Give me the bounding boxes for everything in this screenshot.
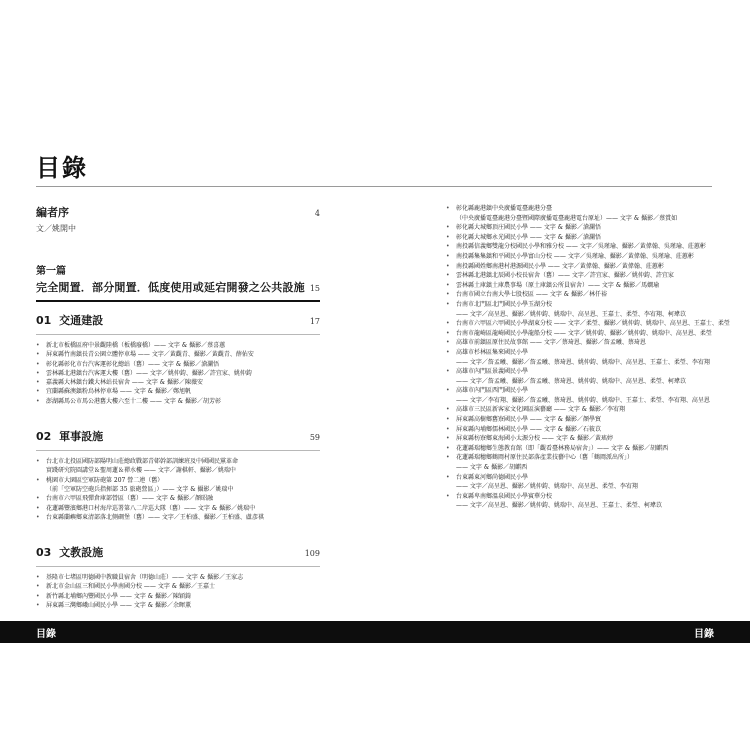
entry-text: 屏東縣枋寮鄉東海國小太源分校 —— 文字 & 攝影／黃瑤婷 [456,435,613,443]
list-item[interactable] [446,434,716,444]
list-item[interactable] [36,466,320,475]
entry-text: 高雄市內門區景義國民小學 [456,368,529,376]
bullet-icon: • [446,454,450,462]
bullet-icon: • [446,425,450,433]
bullet-icon: • [446,416,450,424]
bullet-icon: • [36,379,40,387]
bullet-icon: • [446,492,450,500]
section-title [36,544,103,560]
list-item[interactable] [446,252,716,262]
part-rule [36,300,320,302]
bullet-icon: • [446,435,450,443]
footer-left-label: 目錄 [36,629,56,640]
bullet-icon: • [36,458,40,466]
bullet-icon: • [446,329,450,337]
part-title-row[interactable] [36,279,320,295]
list-item[interactable] [446,386,716,396]
bullet-icon: • [446,387,450,395]
list-item[interactable] [446,281,716,291]
list-item[interactable] [36,582,320,591]
list-item[interactable] [446,262,716,272]
list-item[interactable] [446,319,730,329]
section-name: 交通建設 [59,314,104,327]
editor-preface-author: 文／姚開中 [36,224,76,233]
bullet-icon: • [446,252,450,260]
bullet-icon: • [446,348,450,356]
bullet-icon: • [36,351,40,359]
bullet-icon: • [36,397,40,405]
section-page: 17 [309,317,320,326]
list-item[interactable] [446,310,716,320]
list-item[interactable] [446,453,716,463]
entry-text: —— 文字／李宥翔、攝影／詹孟曦、蔡琦恩、姚仲鈞、姚瑞中、王嘉士、柔瑩、李宥翔、高呈恩 [456,396,710,404]
list-item[interactable] [446,214,716,224]
bullet-icon: • [36,369,40,377]
bullet-icon: • [446,406,450,414]
bullet-icon: • [446,272,450,280]
list-item[interactable] [36,341,320,350]
bullet-icon: • [36,504,40,512]
bullet-icon: • [446,243,450,251]
list-item[interactable] [446,242,716,252]
entry-text: 花蓮縣瑞穗鄉鶴岡村原住民部落產業技藝中心（舊「鶴岡派出所」） [456,454,634,462]
entry-text: 台南市六甲區飛彈倉庫部營區（舊）—— 文字 & 攝影／顏昭融 [46,495,214,503]
bullet-icon: • [446,224,450,232]
entry-text: 澎湖縣馬公市馬公港舊大樓六至十二樓 —— 文字 & 攝影／胡芳彰 [46,397,221,405]
bullet-icon: • [36,495,40,503]
list-item[interactable] [446,367,716,377]
section-heading-transport[interactable] [36,312,320,335]
list-item[interactable] [446,482,716,492]
entry-text: 彰化縣鹿港鎮中央廣播電臺鹿港分臺 [456,205,553,212]
title-rule [36,186,712,187]
bullet-icon: • [446,300,450,308]
entry-text: 新北市金山區三和國民小學南國分校 —— 文字 & 攝影／王嘉士 [46,583,215,591]
bullet-icon: • [446,233,450,241]
list-item[interactable] [446,396,716,406]
entry-text: 基隆市七堵區明德國中教職員宿舍（明德山莊）—— 文字 & 攝影／王家志 [46,574,244,582]
entry-text: 台南市國立台南大學七股校區 —— 文字 & 攝影／林仟裕 [456,291,607,299]
list-item[interactable] [446,348,716,358]
entry-text: 雲林縣北港鎮北辰國小校長宿舍（舊）—— 文字／許宜家、攝影／姚仲鈞、許宜家 [456,272,674,280]
part-title: 完全閒置．部分閒置．低度使用或延宕開發之公共設施 [36,281,305,294]
entry-text: —— 文字／高呈恩、攝影／姚仲鈞、姚瑞中、高呈恩、王嘉士、柔瑩、李宥翔、柯瑋苡 [456,310,686,318]
entry-text: 花蓮縣豐濱鄉港口村海岸巡署第八二岸巡大隊（舊）—— 文字 & 攝影／姚瑞中 [46,504,256,512]
editor-preface-title: 編者序 [36,206,69,219]
list-item[interactable] [446,329,716,339]
entry-text: 南投縣國姓鄉南港村港源國民小學 —— 文字／黃偉翰、攝影／黃偉翰、莊蕙彬 [456,262,664,270]
entry-text: 屏東縣內埔鄉儒林國民小學 —— 文字 & 攝影／石筱苡 [456,425,601,433]
toc-right-column [446,204,730,511]
entry-text: 台東縣蘭嶼鄉東清部落北側碉堡（舊）—— 文字／王柏盛、攝影／王柏盛、盧彥祺 [46,513,264,521]
list-item[interactable] [446,338,716,348]
entry-text: 雲林縣北港鎮台汽客運大樓（舊）—— 文字／姚仲鈞、攝影／許宜家、姚仲鈞 [46,369,252,377]
entry-text: 台南市六甲區六甲國民小學湖東分校 —— 文字／柔瑩、攝影／姚仲鈞、姚瑞中、高呈恩、王嘉士、柔瑩 [456,320,730,328]
entry-text: 新北市板橋區府中景觀陸橋（板橋廢橋）—— 文字 & 攝影／蔡喜蕙 [46,342,226,349]
list-item[interactable] [446,223,716,233]
bullet-icon: • [446,262,450,270]
list-item[interactable] [36,476,320,485]
footer-right-label: 目錄 [694,629,714,640]
list-item[interactable] [36,601,320,610]
entry-text: —— 文字／詹孟曦、攝影／詹孟曦、蔡琦恩、姚仲鈞、姚瑞中、高呈恩、王嘉士、柔瑩、李宥翔 [456,358,710,366]
entry-text: 新竹縣北埔鄉內豐國民小學 —— 文字 & 攝影／陳穎錡 [46,592,191,600]
entry-text: 屏東縣高樹鄉舊寮國民小學 —— 文字 & 攝影／顏學貿 [456,416,601,424]
section-page: 59 [309,433,320,443]
section-heading-education[interactable] [36,544,320,567]
page-title: 目錄 [36,153,88,182]
bullet-icon: • [36,360,40,368]
list-item[interactable] [446,473,716,483]
entry-text: 台東縣東河鄉尚德國民小學 [456,473,529,481]
list-item[interactable] [36,397,320,406]
toc-left-column [36,204,320,610]
section-page: 109 [304,549,320,559]
section-number: 02 [36,430,52,444]
list-item[interactable] [36,457,320,466]
entry-text: 彰化縣大城鄉永光國民小學 —— 文字 & 攝影／滄瀾悟 [456,233,601,241]
list-item[interactable] [446,425,716,435]
bullet-icon: • [36,513,40,521]
section-name: 文教設施 [59,546,104,560]
list-item[interactable] [36,504,320,513]
bullet-icon: • [36,583,40,591]
entry-text: 宜蘭縣蘇澳鎮粉鳥林停車場 —— 文字 & 攝影／鄭旭帆 [46,388,191,396]
entry-text: 高雄市內門區西門國民小學 [456,387,529,395]
editor-preface-page: 4 [314,209,320,218]
bullet-icon: • [446,205,450,212]
entry-text: 花蓮縣瑞穗鄉生態教育館（即「觀看臺林務局宿舍」）—— 文字 & 攝影／胡麒西 [456,444,669,452]
bullet-icon: • [446,291,450,299]
list-item[interactable] [446,233,716,243]
list-item[interactable] [446,300,716,310]
bullet-icon: • [36,342,40,349]
list-item[interactable] [36,573,320,582]
bullet-icon: • [36,602,40,610]
list-item[interactable] [36,378,320,387]
section-entries-military [36,457,320,522]
section-heading-military[interactable] [36,428,320,451]
entry-text: 南投縣信義鄉雙龍分校國民小學和雅分校 —— 文字／吳瑾瑜、攝影／黃偉翰、吳瑾瑜、莊蕙彬 [456,243,706,251]
list-item[interactable] [36,494,320,503]
list-item[interactable] [36,369,320,378]
bullet-icon: • [36,476,40,484]
entry-text: 台南市北門區北門國民小學玉湖分校 [456,300,553,308]
entry-text: —— 文字／高呈恩、攝影／姚仲鈞、姚瑞中、高呈恩、柔瑩、李宥翔 [456,483,638,491]
entry-text: 高雄市前鎮區原住民故事館 —— 文字／蔡琦恩、攝影／詹孟曦、蔡琦恩 [456,339,646,347]
entry-text: 屏東縣竹南鎮長青公園立體停車場 —— 文字／黃觀青、攝影／黃觀青、薛佑安 [46,351,254,359]
section-title [36,428,103,444]
list-item[interactable] [36,513,320,522]
bullet-icon: • [446,368,450,376]
bullet-icon: • [446,320,450,328]
entry-text: 台北市北投區國防部陽明山莊總政戰部青邨幹部訓練班及中國國民黨革命 [46,458,239,466]
entry-text: 雲林縣土庫鎮土庫農事場（原土庫鎮公所員宿舍）—— 文字 & 攝影／馬嫻瑜 [456,281,660,289]
section-name: 軍事設施 [59,430,104,444]
list-item[interactable] [446,377,716,387]
list-item[interactable] [36,485,320,494]
bullet-icon: • [446,444,450,452]
list-item[interactable] [446,463,716,473]
entry-text: 南投縣集集鎮和平國民小學富山分校 —— 文字／吳瑾瑜、攝影／黃偉翰、吳瑾瑜、莊蕙彬 [456,252,694,260]
editor-preface-row[interactable] [36,204,320,220]
section-entries-transport [36,341,320,406]
list-item[interactable] [36,360,320,369]
list-item[interactable] [36,387,320,396]
list-item[interactable] [446,492,716,502]
list-item[interactable] [36,350,320,359]
entry-text: 高雄市杉林區集來國民小學 [456,348,529,356]
list-item[interactable] [446,501,716,511]
section-number: 03 [36,546,52,560]
entry-text: （前「空軍防空砲兵指揮部 35 旅砲營區」）—— 文字 & 攝影／姚瑞中 [46,485,234,493]
bullet-icon: • [36,592,40,600]
entry-text: （中央廣播電臺鹿港分臺暨國際廣播電臺鹿港電台原址）—— 文字 & 攝影／蔡賞如 [456,214,678,222]
entry-text: 台南市龍崎區龍崎國民小學龍船分校 —— 文字／姚仲鈞、攝影／姚仲鈞、姚瑞中、高呈恩、柔瑩 [456,329,712,337]
bullet-icon: • [36,574,40,582]
bullet-icon: • [446,281,450,289]
entry-text: 彰化縣彰化市台汽客運彰化總站（舊）—— 文字 & 攝影／滄瀾悟 [46,360,220,368]
section-title [36,312,103,328]
right-entries-list [446,204,730,511]
entry-text: —— 文字／高呈恩、攝影／姚仲鈞、姚瑞中、高呈恩、王嘉士、柔瑩、柯瑋苡 [456,502,662,510]
list-item[interactable] [446,204,716,214]
list-item[interactable] [446,358,716,368]
part-page: 15 [309,284,320,293]
part-label: 第一篇 [36,266,66,277]
entry-text: 屏東縣三灣鄉峨山國民小學 —— 文字 & 攝影／余暉薰 [46,602,191,610]
entry-text: —— 文字 & 攝影／胡麒西 [456,464,528,472]
entry-text: 桃園市大園區空軍防砲第 207 營二連（舊） [46,476,164,484]
entry-text: 台東縣卑南鄉溫泉國民小學賓華分校 [456,492,553,500]
list-item[interactable] [36,592,320,601]
entry-text: —— 文字／詹孟曦、攝影／詹孟曦、蔡琦恩、姚仲鈞、姚瑞中、高呈恩、柔瑩、柯瑋苡 [456,377,686,385]
bullet-icon: • [446,473,450,481]
entry-text: 嘉義縣大林鎮台鐵大林站長宿舍 —— 文字 & 攝影／陳薇安 [46,379,203,387]
footer-bar [0,621,750,643]
section-number: 01 [36,314,52,327]
bullet-icon: • [36,388,40,396]
list-item[interactable] [446,415,716,425]
list-item[interactable] [446,405,716,415]
list-item[interactable] [446,444,716,454]
bullet-icon: • [446,339,450,347]
entry-text: 高雄市三民區新客家文化園區演藝廳 —— 文字 & 攝影／李宥翔 [456,406,625,414]
section-entries-education [36,573,320,610]
entry-text: 實踐研究院圓講堂＆聖周蓮＆禪水樓 —— 文字／謝棋軒、攝影／姚瑞中 [46,467,236,475]
list-item[interactable] [446,290,716,300]
list-item[interactable] [446,271,716,281]
entry-text: 彰化縣大城鄉頂庄國民小學 —— 文字 & 攝影／滄瀾悟 [456,224,601,232]
